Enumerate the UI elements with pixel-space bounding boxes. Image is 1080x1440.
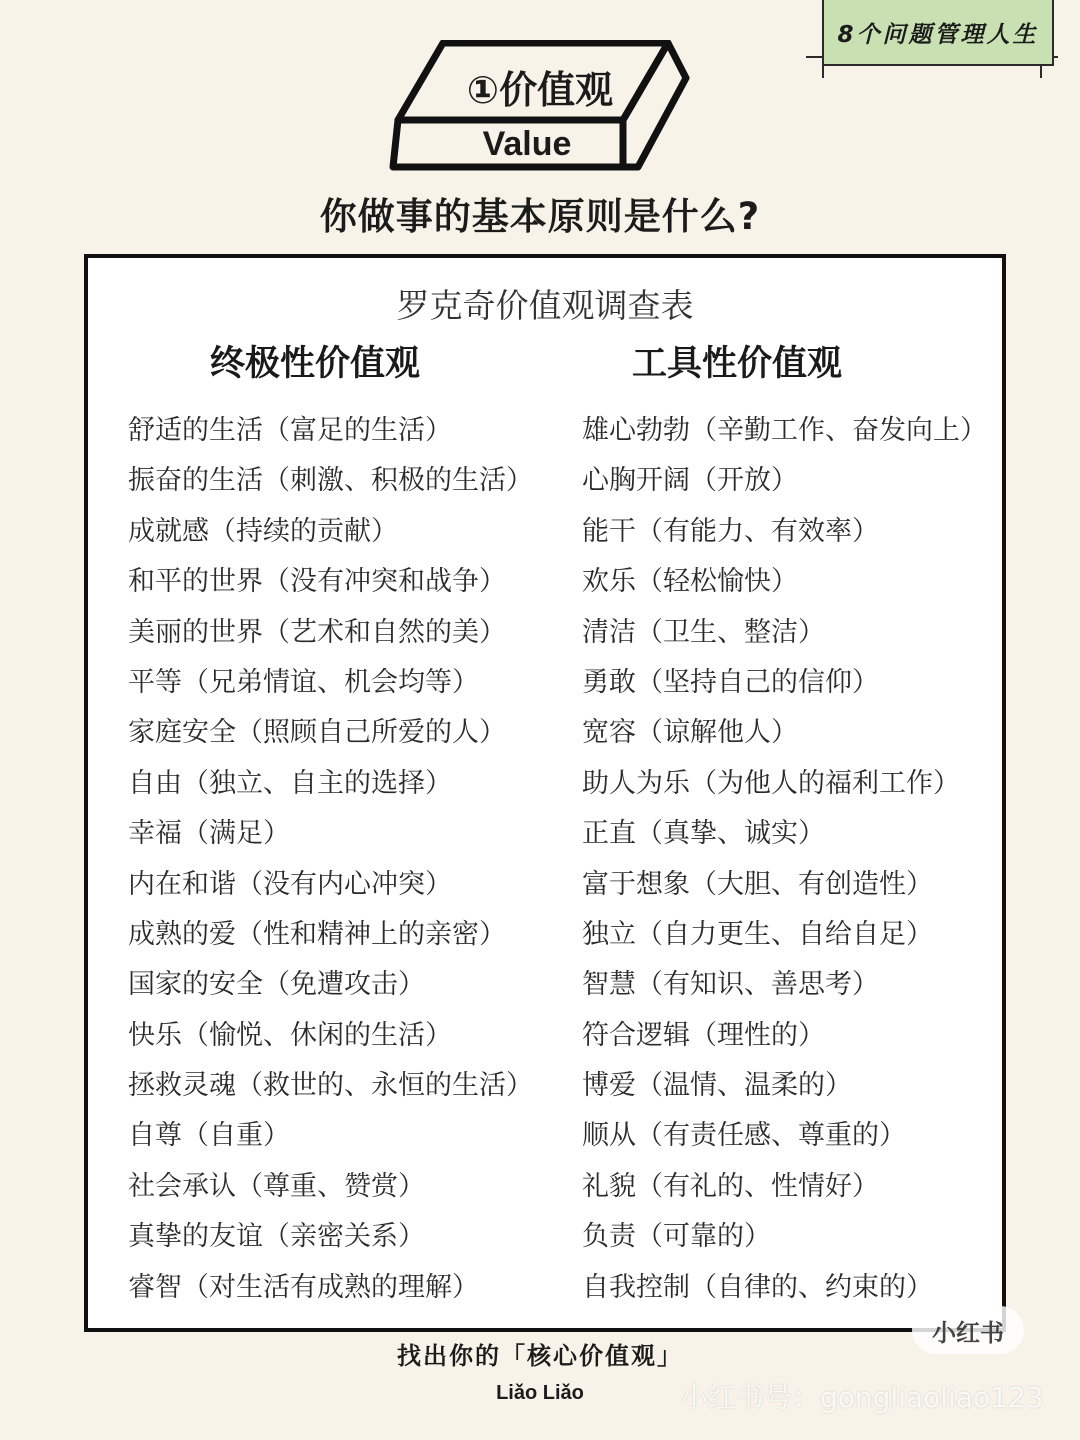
watermark-logo: 小红书 bbox=[912, 1306, 1024, 1354]
list-item: 睿智（对生活有成熟的理解） bbox=[128, 1271, 479, 1303]
list-item: 社会承认（尊重、赞赏） bbox=[128, 1170, 425, 1202]
terminal-values-heading: 终极性价值观 bbox=[210, 344, 421, 384]
list-item: 平等（兄弟情谊、机会均等） bbox=[128, 666, 479, 698]
list-item: 快乐（愉悦、休闲的生活） bbox=[128, 1019, 452, 1051]
instrumental-values-list bbox=[582, 406, 987, 1313]
card-title: 罗克奇价值观调查表 bbox=[396, 286, 694, 325]
list-item: 和平的世界（没有冲突和战争） bbox=[128, 566, 506, 598]
list-item: 自由（独立、自主的选择） bbox=[128, 767, 452, 799]
list-item: 独立（自力更生、自给自足） bbox=[582, 918, 933, 950]
list-item: 美丽的世界（艺术和自然的美） bbox=[128, 616, 506, 648]
terminal-values-list bbox=[128, 406, 533, 1313]
list-item: 勇敢（坚持自己的信仰） bbox=[582, 666, 879, 698]
list-item: 助人为乐（为他人的福利工作） bbox=[582, 767, 960, 799]
value-survey-card bbox=[84, 254, 1006, 1332]
list-item: 博爱（温情、温柔的） bbox=[582, 1070, 852, 1102]
list-item: 负责（可靠的） bbox=[582, 1221, 771, 1253]
series-tag: 8个问题管理人生 bbox=[822, 0, 1054, 66]
question-heading: 你做事的基本原则是什么? bbox=[319, 195, 761, 238]
list-item: 符合逻辑（理性的） bbox=[582, 1019, 825, 1051]
list-item: 自尊（自重） bbox=[128, 1120, 290, 1152]
list-item: 成熟的爱（性和精神上的亲密） bbox=[128, 918, 506, 950]
list-item: 富于想象（大胆、有创造性） bbox=[582, 868, 933, 900]
list-item: 顺从（有责任感、尊重的） bbox=[582, 1120, 906, 1152]
list-item: 幸福（满足） bbox=[128, 818, 290, 850]
list-item: 舒适的生活（富足的生活） bbox=[128, 415, 452, 446]
list-item: 自我控制（自律的、约束的） bbox=[582, 1271, 933, 1303]
footer-caption: 找出你的「核心价值观」 bbox=[397, 1342, 683, 1370]
section-subtitle: Value bbox=[482, 124, 572, 163]
list-item: 正直（真挚、诚实） bbox=[582, 818, 825, 850]
section-title: ①价值观 bbox=[466, 67, 614, 112]
list-item: 拯救灵魂（救世的、永恒的生活） bbox=[128, 1070, 533, 1102]
list-item: 内在和谐（没有内心冲突） bbox=[128, 868, 452, 900]
list-item: 礼貌（有礼的、性情好） bbox=[582, 1170, 879, 1202]
list-item: 宽容（谅解他人） bbox=[582, 717, 798, 749]
list-item: 成就感（持续的贡献） bbox=[128, 515, 398, 547]
list-item: 心胸开阔（开放） bbox=[582, 465, 798, 497]
list-item: 能干（有能力、有效率） bbox=[582, 515, 879, 547]
list-item: 欢乐（轻松愉快） bbox=[582, 566, 798, 598]
list-item: 家庭安全（照顾自己所爱的人） bbox=[128, 717, 506, 749]
list-item: 国家的安全（免遭攻击） bbox=[128, 969, 425, 1001]
list-item: 清洁（卫生、整洁） bbox=[582, 616, 825, 648]
list-item: 智慧（有知识、善思考） bbox=[582, 969, 879, 1001]
list-item: 雄心勃勃（辛勤工作、奋发向上） bbox=[582, 415, 987, 446]
list-item: 振奋的生活（刺激、积极的生活） bbox=[128, 465, 533, 497]
instrumental-values-heading: 工具性价值观 bbox=[632, 344, 843, 384]
brand-logo: Liǎo Liǎo bbox=[496, 1382, 584, 1404]
list-item: 真挚的友谊（亲密关系） bbox=[128, 1221, 425, 1253]
watermark-text: 小红书号：gongliaoliao123 bbox=[680, 1381, 1044, 1414]
